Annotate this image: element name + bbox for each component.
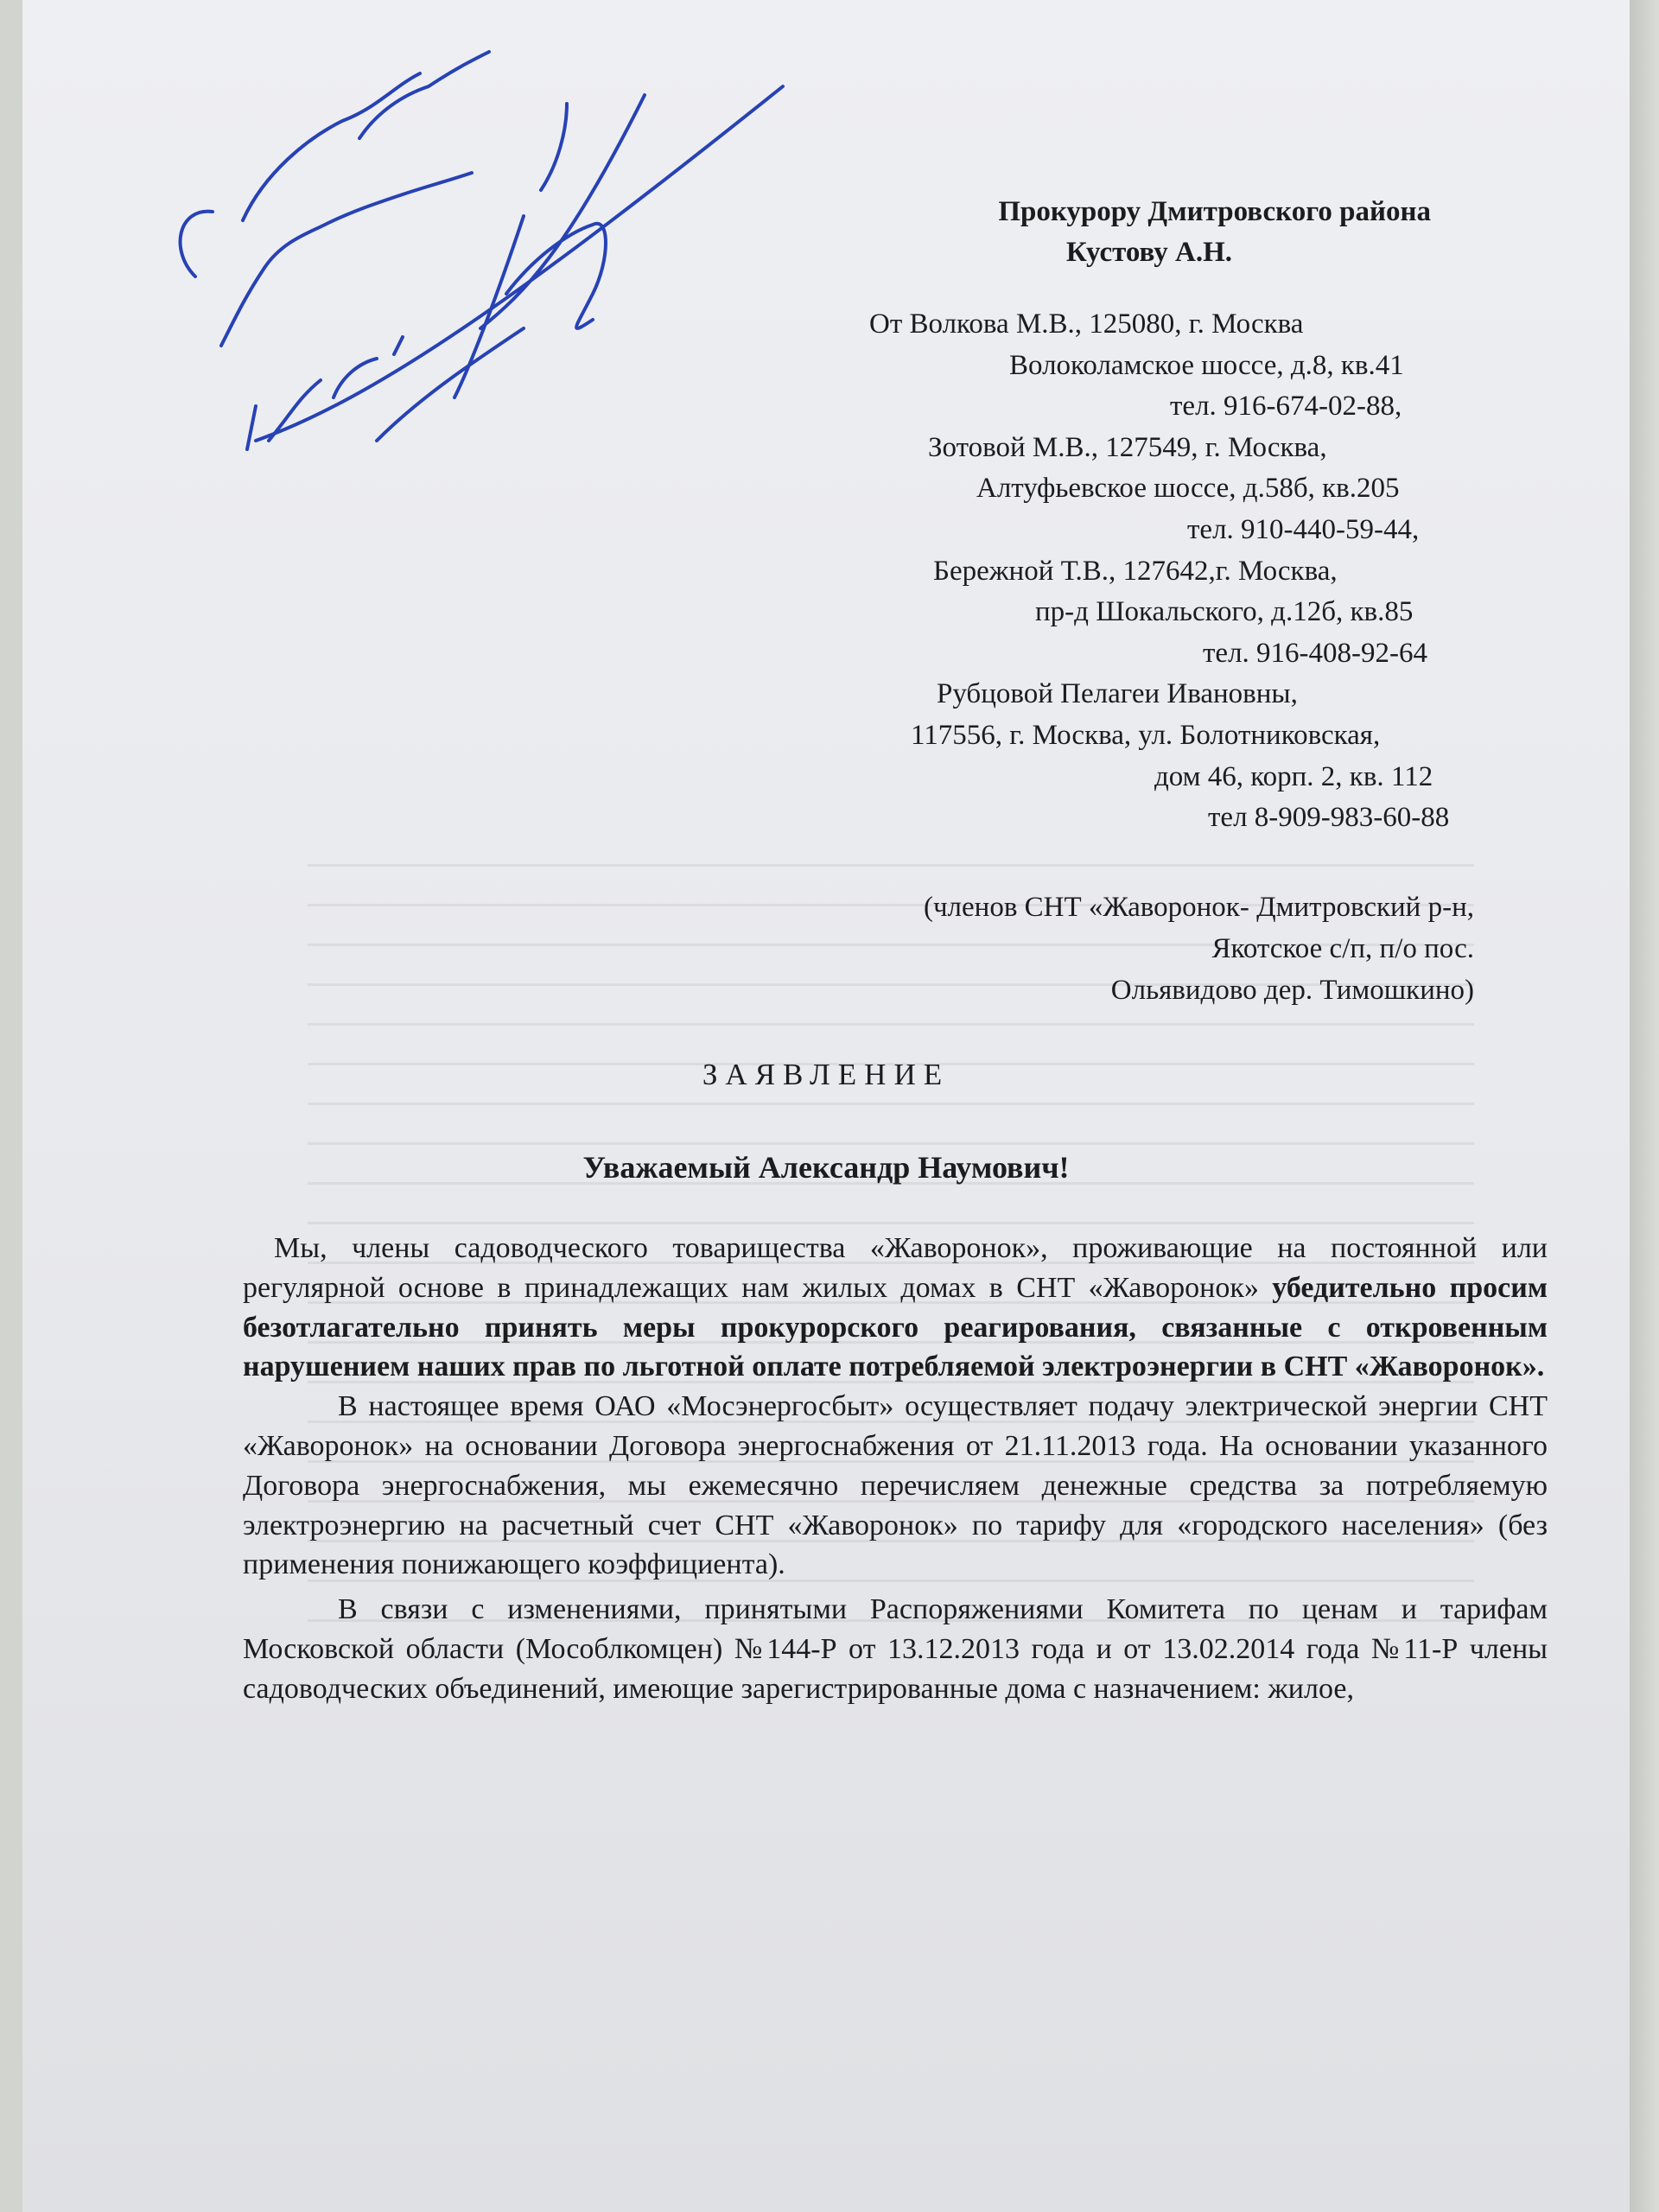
- photo-background-edge: [1630, 0, 1659, 2212]
- handwritten-resolution: [161, 23, 800, 501]
- greeting: Уважаемый Александр Наумович!: [582, 1150, 1070, 1185]
- paragraph-1-bold-text: убедительно просим безотлагательно принять меры прокурорского реагирования, связанные с откровенным нарушением наших прав по льготной оплате потребляемой электроэнергии в СНТ «Жаворонок».: [243, 1271, 1548, 1383]
- members-line: (членов СНТ «Жаворонок- Дмитровский р-н,: [923, 892, 1474, 923]
- sender-line: тел. 910-440-59-44,: [1187, 513, 1420, 545]
- sender-block: [869, 304, 1526, 839]
- handwritten-word-1: [181, 52, 489, 276]
- members-line: Якотское с/п, п/о пос.: [1211, 933, 1474, 964]
- sender-line: Рубцовой Пелагеи Ивановны,: [937, 678, 1298, 710]
- sender-line: дом 46, корп. 2, кв. 112: [1154, 760, 1433, 792]
- sender-line: Алтуфьевское шоссе, д.58б, кв.205: [976, 473, 1400, 505]
- sender-line: Волоколамское шоссе, д.8, кв.41: [1009, 349, 1404, 381]
- sender-line: Бережной Т.В., 127642,г. Москва,: [933, 555, 1338, 587]
- sender-line: тел. 916-408-92-64: [1203, 637, 1428, 669]
- sender-line: От Волкова М.В., 125080, г. Москва: [869, 308, 1304, 340]
- document-page: [22, 0, 1630, 2212]
- paragraph-1: [243, 1229, 1548, 1387]
- document-title: ЗАЯВЛЕНИЕ: [702, 1058, 950, 1091]
- handwritten-text-1: С личного: [161, 23, 221, 38]
- sender-line: 117556, г. Москва, ул. Болотниковская,: [911, 719, 1381, 751]
- sender-line: Зотовой М.В., 127549, г. Москва,: [928, 431, 1327, 463]
- handwritten-word-2: [221, 173, 472, 346]
- handwritten-underline: [256, 86, 783, 441]
- members-note: [653, 887, 1474, 1011]
- handwritten-signature-mark: [377, 95, 645, 441]
- members-line: Ольявидово дер. Тимошкино): [1110, 975, 1474, 1006]
- statement-body: [243, 1229, 1548, 1709]
- paragraph-1-text: Мы, члены садоводческого товарищества «Жаворонок», проживающие на постоянной или регулярной основе в принадлежащих нам жилых домах в СНТ «Жаворонок»: [243, 1232, 1548, 1304]
- sender-line: пр-д Шокальского, д.12б, кв.85: [1035, 596, 1414, 628]
- addressee-title: Прокурору Дмитровского района: [998, 196, 1431, 227]
- addressee-block: [861, 192, 1465, 273]
- paragraph-3: В связи с изменениями, принятыми Распоряжениями Комитета по ценам и тарифам Московской области (Мособлкомцен) №144-Р от 13.12.2013 года и от 13.02.2014 года №11-Р члены садоводческих объединений, имеющие зарегистрированные дома с назначением: жилое,: [243, 1593, 1548, 1705]
- sender-line: тел 8-909-983-60-88: [1208, 802, 1450, 834]
- sender-line: тел. 916-674-02-88,: [1170, 391, 1402, 423]
- handwritten-date: [247, 337, 403, 449]
- addressee-name: Кустову А.Н.: [1065, 237, 1232, 268]
- paragraph-2: В настоящее время ОАО «Мосэнергосбыт» осуществляет подачу электрической энергии СНТ «Жаворонок» на основании Договора энергоснабжения от 21.11.2013 года. На основании указанного Договора энергоснабжения, мы ежемесячно перечисляем денежные средства за потребляемую электроэнергию на расчетный счет СНТ «Жаворонок» по тарифу для «городского населения» (без применения понижающего коэффициента).: [243, 1390, 1548, 1581]
